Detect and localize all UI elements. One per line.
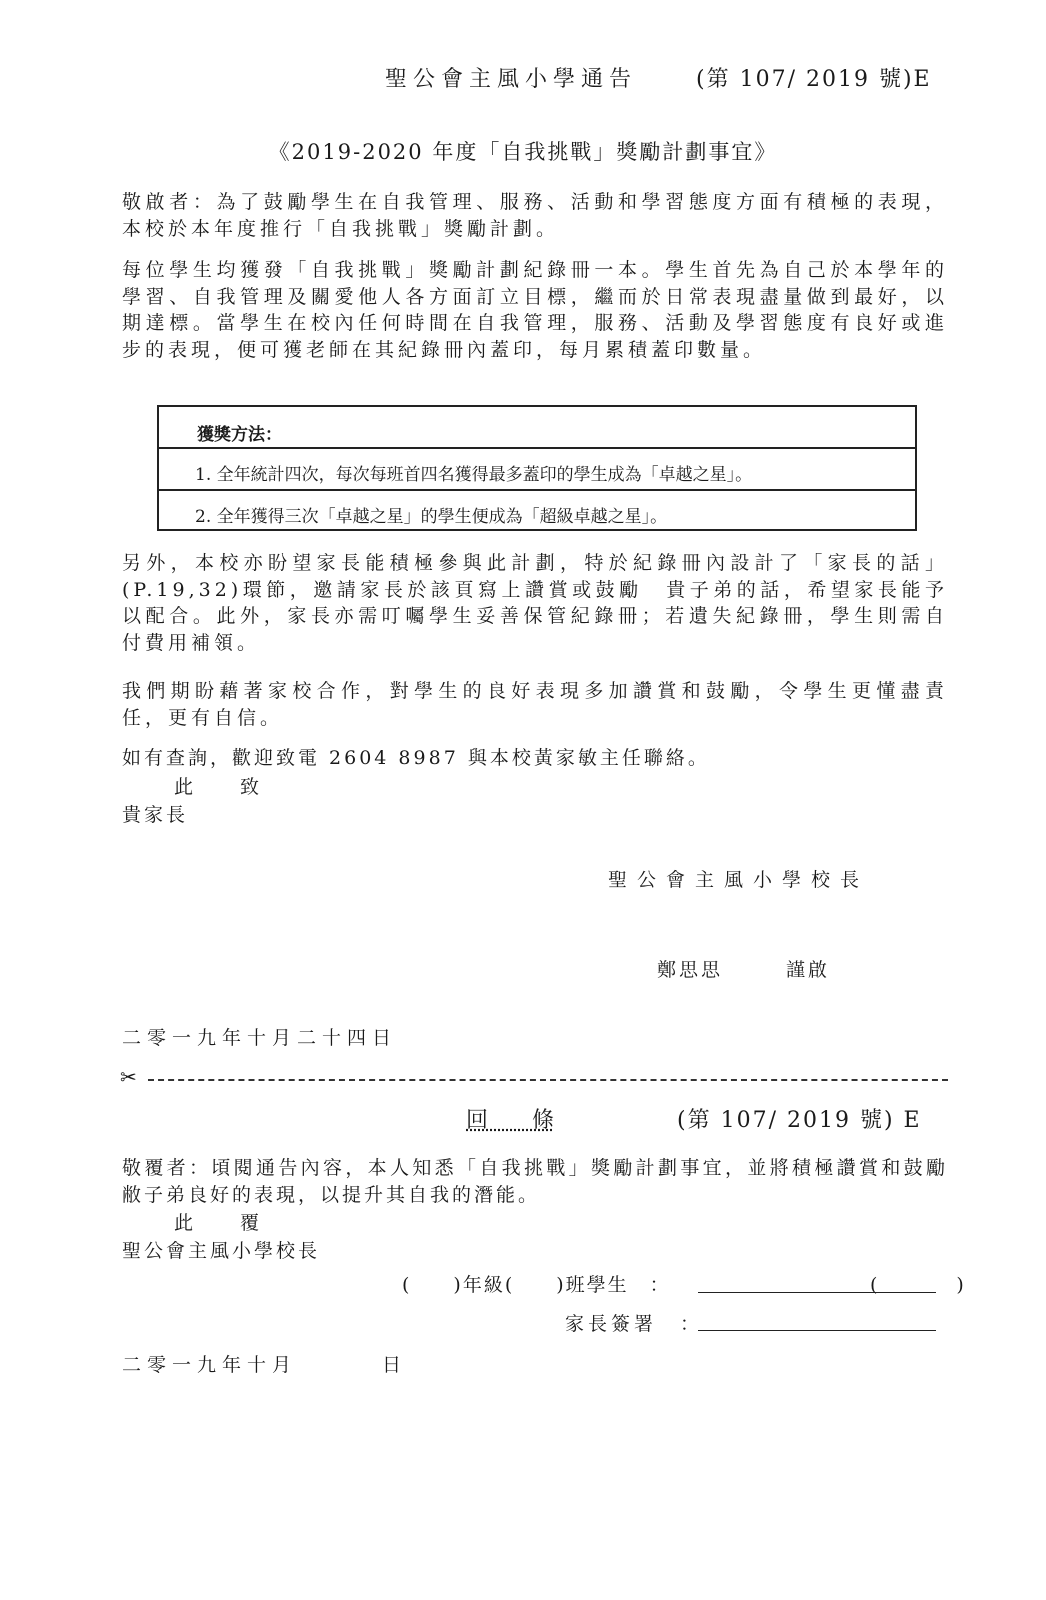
- notice-number: (第 107/ 2019 號)E: [696, 67, 932, 92]
- reply-body: 敬覆者：頃閱通告內容，本人知悉「自我挑戰」獎勵計劃事宜，並將積極讚賞和鼓勵敝子弟良好的表現，以提升其自我的潛能。: [122, 1157, 948, 1206]
- notice-subject: 《2019-2020 年度「自我挑戰」獎勵計劃事宜》: [268, 140, 778, 164]
- seat-number-field[interactable]: ( ): [870, 1274, 994, 1296]
- paragraph-parents-words: 另外，本校亦盼望家長能積極參與此計劃，特於紀錄冊內設計了「家長的話」(P.19,32)環節，邀請家長於該頁寫上讚賞或鼓勵 貴子弟的話，希望家長能予以配合。此外，家長亦需叮囑學生妥善保管紀錄冊；若遺失紀錄冊，學生則需自付費用補領。: [122, 552, 948, 654]
- notice-date: 二零一九年十月二十四日: [122, 1027, 398, 1049]
- reply-cifu: 此 覆: [174, 1212, 274, 1234]
- closing-cizhi: 此 致: [174, 776, 274, 798]
- closing-respectfully: 謹啟: [786, 959, 831, 981]
- parent-signature-field[interactable]: [698, 1330, 936, 1331]
- reply-slip-title: [466, 1103, 554, 1134]
- award-item-1: 1. 全年統計四次，每次每班首四名獲得最多蓋印的學生成為「卓越之星」。: [195, 465, 753, 485]
- paragraph-intro: 敬啟者：為了鼓勵學生在自我管理、服務、活動和學習態度方面有積極的表現，本校於本年度推行「自我挑戰」獎勵計劃。: [122, 191, 948, 240]
- award-box-item-row: [159, 449, 915, 491]
- award-item-2: 2. 全年獲得三次「卓越之星」的學生便成為「超級卓越之星」。: [195, 507, 668, 527]
- reply-slip-title-text: 回 條: [466, 1108, 555, 1133]
- grade-class-label: ( )年級( )班學生 ：: [402, 1274, 671, 1296]
- reply-date: 二零一九年十月: [122, 1354, 298, 1376]
- closing-addressee: 貴家長: [122, 804, 189, 826]
- reply-date-day: 日: [382, 1354, 402, 1376]
- principal-title: 聖公會主風小學校長: [608, 869, 870, 891]
- award-box-heading: 獲獎方法：: [197, 425, 282, 445]
- parent-signature-label: 家長簽署 ：: [565, 1313, 704, 1335]
- notice-header-title: 聖公會主風小學通告: [385, 67, 638, 92]
- reply-slip-number: (第 107/ 2019 號) E: [677, 1108, 922, 1133]
- scissors-icon: ✂: [120, 1065, 137, 1089]
- signer-name: 鄭思思: [657, 959, 724, 981]
- award-box-item-row: [159, 491, 915, 529]
- award-box-heading-row: [159, 407, 915, 449]
- paragraph-enquiry: 如有查詢，歡迎致電 2604 8987 與本校黃家敏主任聯絡。: [122, 747, 710, 769]
- dashed-divider: [148, 1079, 948, 1081]
- cut-line: [120, 1067, 948, 1087]
- award-method-box: [157, 405, 917, 531]
- reply-addressee: 聖公會主風小學校長: [122, 1240, 321, 1262]
- paragraph-record-book: 每位學生均獲發「自我挑戰」獎勵計劃紀錄冊一本。學生首先為自己於本學年的學習、自我管理及關愛他人各方面訂立目標，繼而於日常表現盡量做到最好，以期達標。當學生在校內任何時間在自我管理，服務、活動及學習態度有良好或進步的表現，便可獲老師在其紀錄冊內蓋印，每月累積蓋印數量。: [122, 259, 948, 361]
- paragraph-cooperation: 我們期盼藉著家校合作，對學生的良好表現多加讚賞和鼓勵，令學生更懂盡責任，更有自信。: [122, 680, 948, 729]
